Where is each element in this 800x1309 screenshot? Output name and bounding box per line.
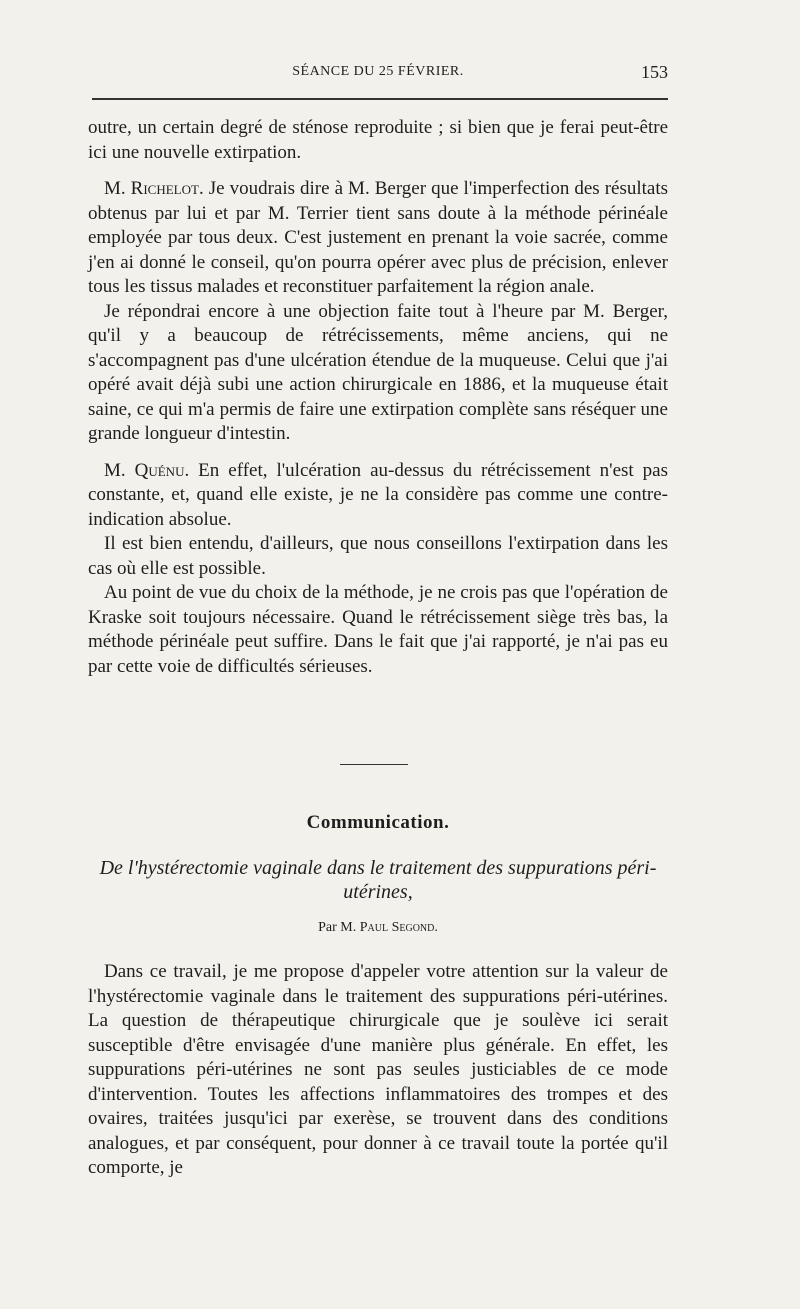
paragraph: Au point de vue du choix de la méthode, je ne crois pas que l'opération de Kraske soit toujours nécessaire. Quand le rétrécissement siège très bas, la méthode périnéale peut suffire. Dans le fait que j'ai rapporté, je n'ai pas eu par cette voie de difficultés sérieuses. [88, 582, 668, 677]
speaker-name: M. Quénu. [104, 459, 190, 481]
page-number: 153 [641, 62, 668, 82]
section-divider [340, 764, 408, 765]
paragraph: outre, un certain degré de sténose reproduite ; si bien que je ferai peut-être ici une nouvelle extirpation. [88, 117, 668, 163]
article-text [88, 960, 668, 1181]
article-title: De l'hystérectomie vaginale dans le traitement des suppurations péri-utérines, [99, 857, 657, 903]
author-name: Paul Segond. [359, 920, 438, 935]
section-heading: Communication. [306, 812, 450, 833]
byline: Par M. Paul Segond. [318, 920, 438, 935]
paragraph: M. Quénu. En effet, l'ulcération au-dessus du rétrécissement n'est pas constante, et, quand elle existe, je ne la considère pas comme une contre-indication absolue. [88, 459, 668, 530]
running-title: SÉANCE DU 25 FÉVRIER. [292, 64, 464, 79]
paragraph: Il est bien entendu, d'ailleurs, que nous conseillons l'extirpation dans les cas où elle est possible. [88, 533, 668, 579]
paragraph: Je répondrai encore à une objection faite tout à l'heure par M. Berger, qu'il y a beaucoup de rétrécissements, même anciens, qui ne s'accompagnent pas d'une ulcération étendue de la muqueuse. Celui que j'ai opéré avait déjà subi une action chirurgicale en 1886, et la muqueuse était saine, ce qui m'a permis de faire une extirpation complète sans réséquer une grande longueur d'intestin. [88, 300, 668, 444]
running-head [88, 64, 668, 88]
speaker-name: M. Richelot. [104, 178, 204, 199]
discussion-text [88, 116, 668, 679]
header-rule [92, 98, 668, 100]
paragraph: Dans ce travail, je me propose d'appeler votre attention sur la valeur de l'hystérectomie vaginale dans le traitement des suppurations péri-utérines. La question de thérapeutique chirurgicale que je soulève ici serait susceptible d'être envisagée d'une manière plus générale. En effet, les suppurations péri-utérines ne sont pas seules justiciables de ce mode d'intervention. Toutes les affections inflammatoires des trompes et des ovaires, traitées jusqu'ici par exerèse, se trouvent dans des conditions analogues, et par conséquent, pour donner à ce travail toute la portée qu'il comporte, je [88, 961, 668, 1178]
paragraph: M. Richelot. Je voudrais dire à M. Berger que l'imperfection des résultats obtenus par lui et par M. Terrier tient sans doute à la méthode périnéale employée par tous deux. C'est justement en prenant la voie sacrée, comme j'en ai donné le conseil, qu'on pourra opérer avec plus de précision, enlever tous les tissus malades et reconstituer parfaitement la région anale. [88, 178, 669, 297]
